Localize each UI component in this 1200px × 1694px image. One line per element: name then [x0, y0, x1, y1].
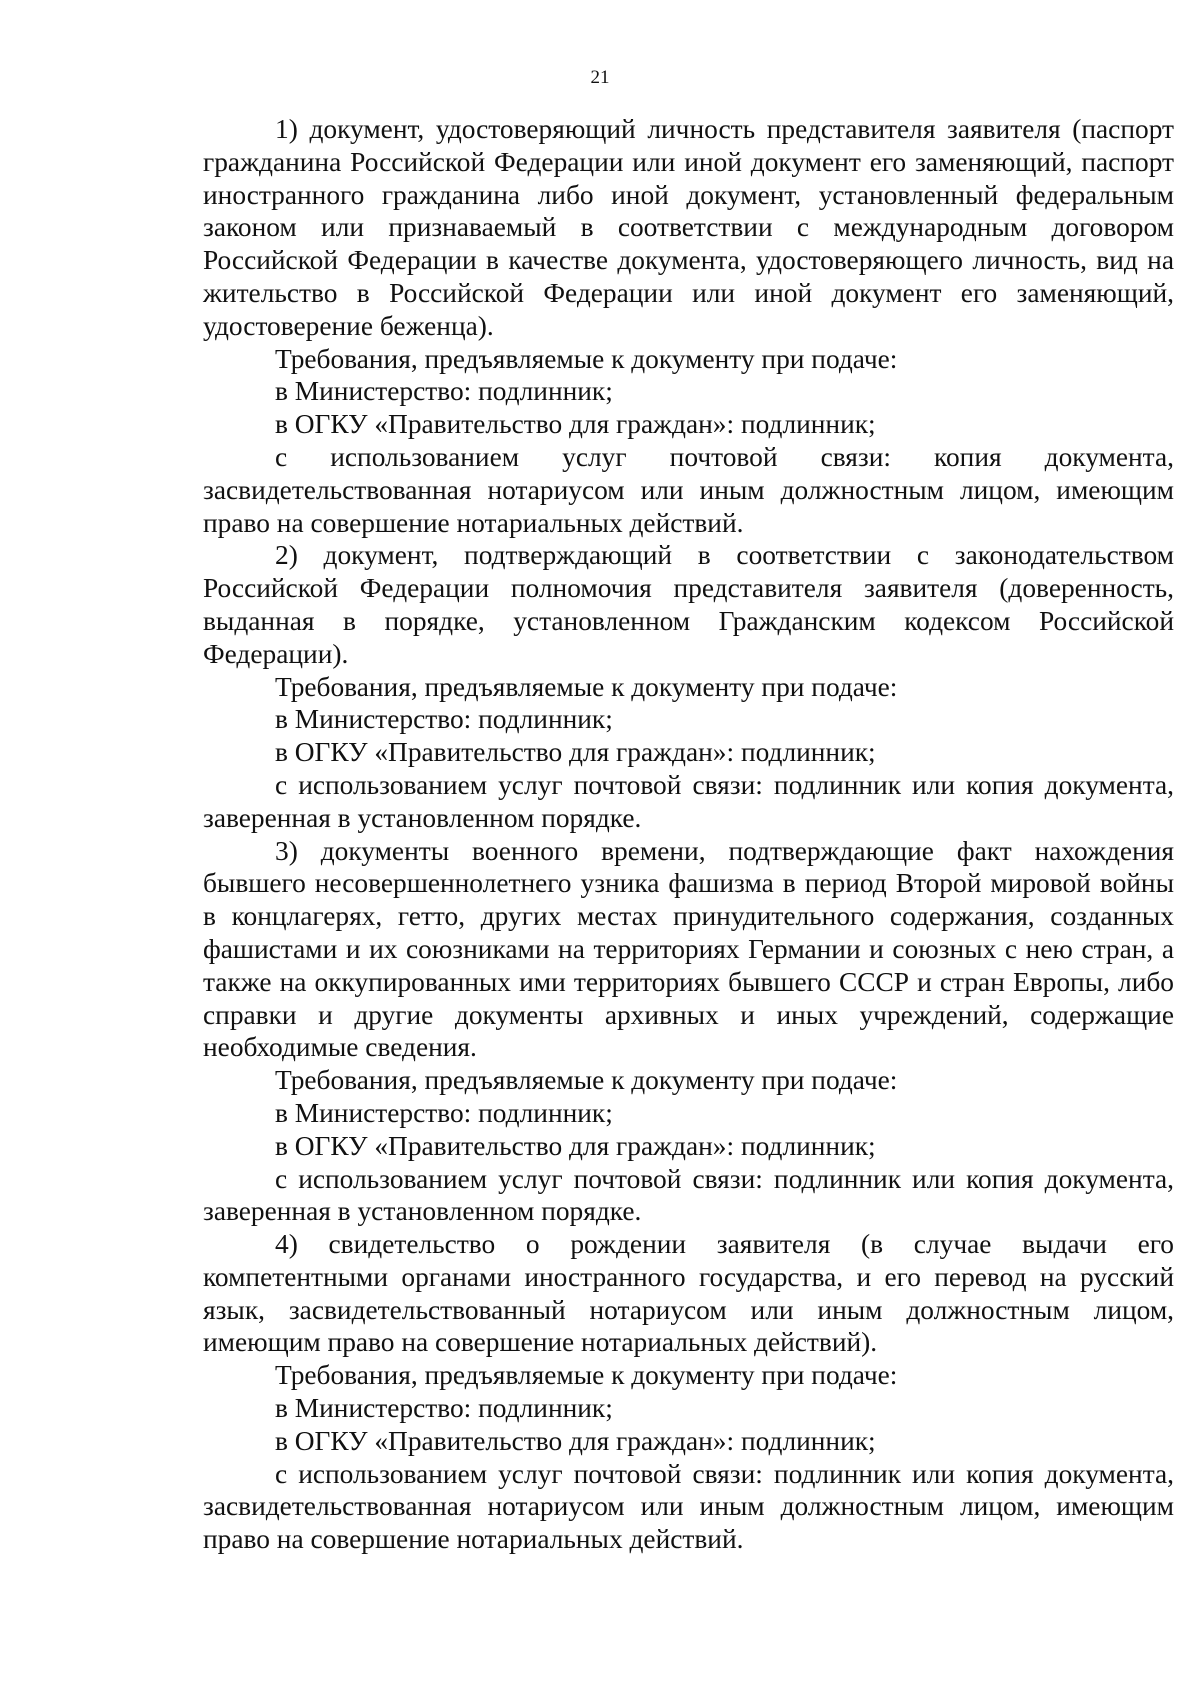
requirement-postal: с использованием услуг почтовой связи: подлинник или копия документа, засвидетельствованная нотариусом или иным должностным лицом, имеющим право на совершение нотариальных действий.	[203, 1458, 1174, 1555]
requirement-ministry: в Министерство: подлинник;	[275, 704, 613, 735]
requirement-ogku: в ОГКУ «Правительство для граждан»: подлинник;	[275, 1425, 876, 1456]
item-2-paragraph: 2) документ, подтверждающий в соответствии с законодательством Российской Федерации полномочия представителя заявителя (доверенность, выданная в порядке, установленном Гражданским кодексом Российской Федерации).	[203, 540, 1174, 669]
item-1-paragraph: 1) документ, удостоверяющий личность представителя заявителя (паспорт гражданина Российской Федерации или иной документ его заменяющий, паспорт иностранного гражданина либо иной документ, установленный федеральным законом или признаваемый в соответствии с международным договором Российской Федерации в качестве документа, удостоверяющего личность, вид на жительство в Российской Федерации или иной документ его заменяющий, удостоверение беженца).	[203, 114, 1174, 341]
requirement-ministry: в Министерство: подлинник;	[275, 1393, 613, 1424]
requirements-heading: Требования, предъявляемые к документу при подаче:	[275, 671, 898, 702]
page-number: 21	[590, 67, 610, 88]
requirements-heading: Требования, предъявляемые к документу при подаче:	[275, 1360, 898, 1391]
item-4-paragraph: 4) свидетельство о рождении заявителя (в случае выдачи его компетентными органами иностранного государства, и его перевод на русский язык, засвидетельствованный нотариусом или иным должностным лицом, имеющим право на совершение нотариальных действий).	[203, 1229, 1174, 1358]
requirement-postal: с использованием услуг почтовой связи: подлинник или копия документа, заверенная в установленном порядке.	[203, 769, 1174, 833]
requirements-heading: Требования, предъявляемые к документу при подаче:	[275, 1065, 898, 1096]
requirement-ministry: в Министерство: подлинник;	[275, 376, 613, 407]
requirement-ogku: в ОГКУ «Правительство для граждан»: подлинник;	[275, 737, 876, 768]
item-3-paragraph: 3) документы военного времени, подтверждающие факт нахождения бывшего несовершеннолетнего узника фашизма в период Второй мировой войны в концлагерях, гетто, других местах принудительного содержания, созданных фашистами и их союзниками на территориях Германии и союзных с нею стран, а также на оккупированных ими территориях бывшего СССР и стран Европы, либо справки и другие документы архивных и иных учреждений, содержащие необходимые сведения.	[203, 835, 1174, 1063]
requirement-postal: с использованием услуг почтовой связи: копия документа, засвидетельствованная нотариусом или иным должностным лицом, имеющим право на совершение нотариальных действий.	[203, 441, 1174, 538]
document-body	[203, 113, 1174, 1556]
requirement-ogku: в ОГКУ «Правительство для граждан»: подлинник;	[275, 409, 876, 440]
requirements-heading: Требования, предъявляемые к документу при подаче:	[275, 343, 898, 374]
requirement-ministry: в Министерство: подлинник;	[275, 1097, 613, 1128]
requirement-ogku: в ОГКУ «Правительство для граждан»: подлинник;	[275, 1130, 876, 1161]
requirement-postal: с использованием услуг почтовой связи: подлинник или копия документа, заверенная в установленном порядке.	[203, 1163, 1174, 1227]
